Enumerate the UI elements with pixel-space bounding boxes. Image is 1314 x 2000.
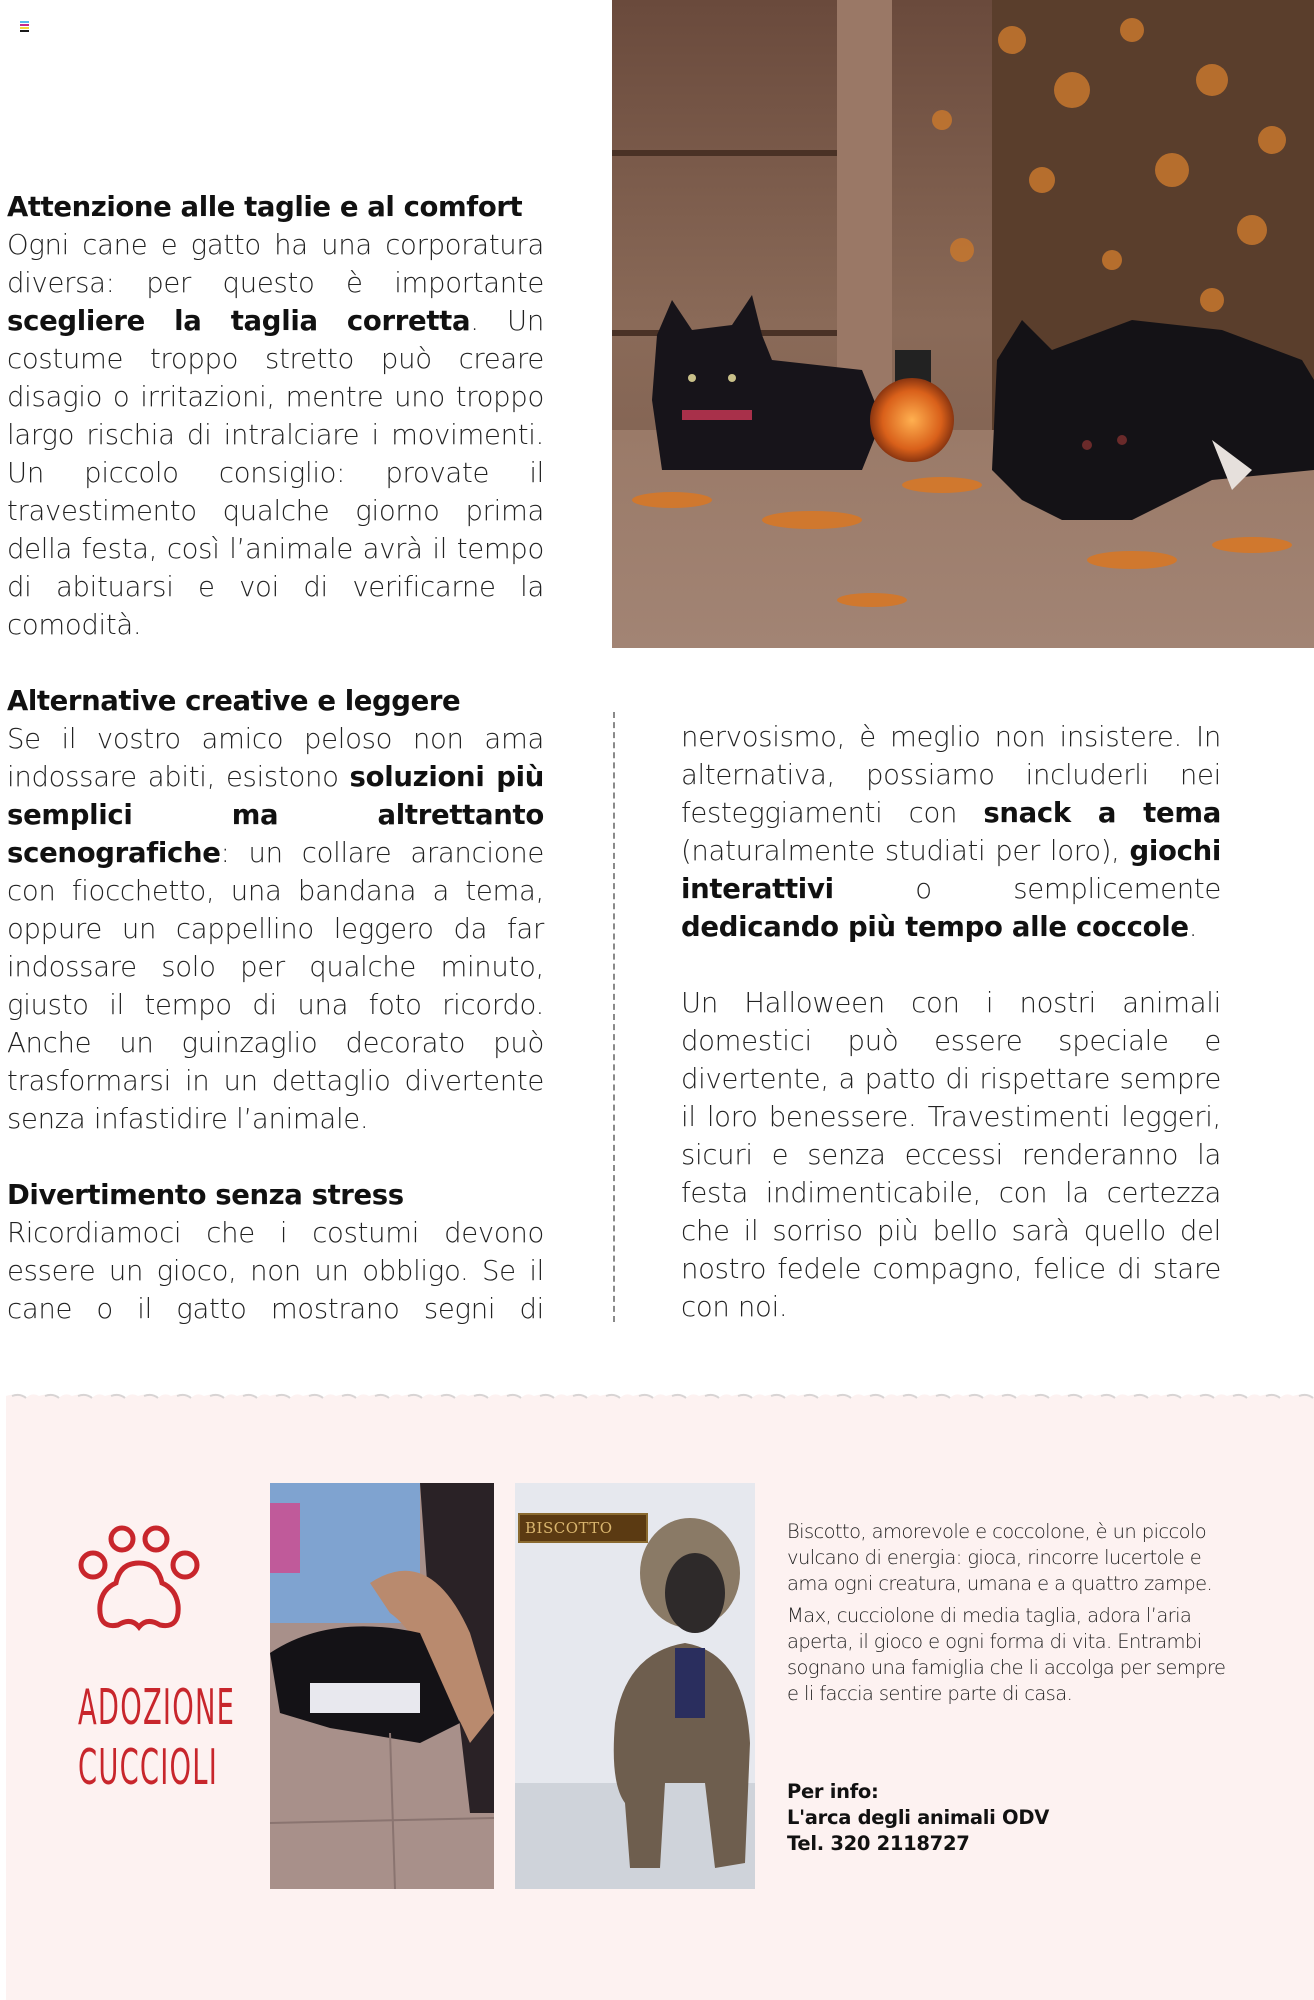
adoption-contact bbox=[787, 1779, 1227, 1857]
text-run: Ogni cane e gatto ha una corporatura diversa: per questo è importante bbox=[7, 229, 544, 299]
max-description: Max, cucciolone di media taglia, adora l’aria aperta, il gioco e ogni forma di vita. Entrambi sognano una famiglia che li accolga per sempre e li faccia sentire parte di casa. bbox=[787, 1604, 1226, 1705]
text-run: . Un costume troppo stretto può creare disagio o irritazioni, mentre uno troppo largo rischia di intralciare i movimenti. Un piccolo consiglio: provate il travestimento qualche giorno prima della festa, così l’animale avrà il tempo di abituarsi e voi di verificarne la comodità. bbox=[7, 305, 544, 641]
biscotto-photo bbox=[515, 1483, 755, 1889]
article-left-column bbox=[7, 188, 544, 1328]
color-mark-black bbox=[20, 30, 29, 32]
contact-label: Per info: bbox=[787, 1780, 879, 1803]
section-body-taglie bbox=[7, 226, 544, 644]
biscotto-name-tag: BISCOTTO bbox=[518, 1513, 648, 1543]
adoption-title-line1: ADOZIONE bbox=[78, 1679, 236, 1736]
section-heading-alternative: Alternative creative e leggere bbox=[7, 685, 461, 717]
halloween-pets-photo bbox=[612, 0, 1314, 648]
adoption-title-line2: CUCCIOLI bbox=[78, 1739, 219, 1796]
text-run: nervosismo, è meglio non insistere. In alternativa, possiamo includerli nei festeggiamenti con bbox=[681, 721, 1221, 829]
contact-organization: L'arca degli animali ODV bbox=[787, 1806, 1049, 1829]
color-mark-cyan bbox=[20, 21, 29, 23]
bold-run: dedicando più tempo alle coccole bbox=[681, 911, 1189, 943]
text-run: o semplicemente bbox=[833, 873, 1221, 905]
text-run: (naturalmente studiati per loro), bbox=[681, 835, 1130, 867]
bold-run: soluzioni più semplici ma altrettanto scenografiche bbox=[7, 761, 544, 869]
text-run: . bbox=[1188, 911, 1198, 943]
bold-run: snack a tema bbox=[983, 797, 1221, 829]
section-heading-taglie: Attenzione alle taglie e al comfort bbox=[7, 191, 523, 223]
max-photo bbox=[270, 1483, 494, 1889]
section-body-alternative bbox=[7, 720, 544, 1138]
text-run: Se il vostro amico peloso non ama indossare abiti, esistono bbox=[7, 723, 544, 793]
paw-icon bbox=[76, 1525, 202, 1635]
column-divider bbox=[613, 712, 615, 1322]
contact-phone[interactable]: Tel. 320 2118727 bbox=[787, 1832, 970, 1855]
closing-paragraph: Un Halloween con i nostri animali domestici può essere speciale e divertente, a patto di rispettare sempre il loro benessere. Travestimenti leggeri, sicuri e senza eccessi renderanno la festa indimenticabile, con la certezza che il sorriso più bello sarà quello del nostro fedele compagno, felice di stare con noi. bbox=[681, 987, 1221, 1323]
text-run: : un collare arancione con fiocchetto, una bandana a tema, oppure un cappellino leggero da far indossare solo per qualche minuto, giusto il tempo di una foto ricordo. Anche un guinzaglio decorato può trasformarsi in un dettaglio divertente senza infastidire l’animale. bbox=[7, 837, 544, 1135]
biscotto-description: Biscotto, amorevole e coccolone, è un piccolo vulcano di energia: gioca, rincorre lucertole e ama ogni creatura, umana e a quattro zampe. bbox=[787, 1520, 1213, 1595]
print-color-marks bbox=[20, 21, 29, 33]
color-mark-yellow bbox=[20, 27, 29, 29]
color-mark-magenta bbox=[20, 24, 29, 26]
bold-run: giochi interattivi bbox=[681, 835, 1221, 905]
article-right-column bbox=[681, 718, 1221, 1326]
adoption-description bbox=[787, 1519, 1227, 1713]
bold-run: scegliere la taglia corretta bbox=[7, 305, 471, 337]
section-body-divertimento-end bbox=[681, 718, 1221, 946]
section-body-divertimento-start: Ricordiamoci che i costumi devono essere un gioco, non un obbligo. Se il cane o il gatto mostrano segni di bbox=[7, 1217, 544, 1325]
section-heading-divertimento: Divertimento senza stress bbox=[7, 1179, 404, 1211]
scalloped-edge bbox=[6, 1390, 1314, 1406]
adoption-title bbox=[78, 1678, 236, 1798]
